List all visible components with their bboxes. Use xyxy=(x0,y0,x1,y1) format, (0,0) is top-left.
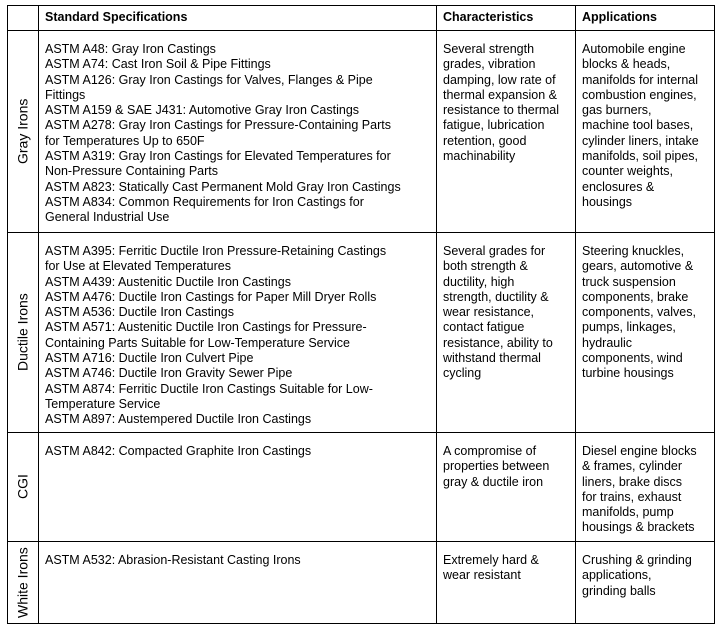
cell-line: ASTM A319: Gray Iron Castings for Elevated Temperatures for xyxy=(45,149,391,164)
cell-line: gray & ductile iron xyxy=(443,474,544,489)
cell-line: General Industrial Use xyxy=(45,210,170,225)
row-label: Ductile Irons xyxy=(14,293,31,372)
cell-line: components, wind xyxy=(582,351,683,366)
cell-line: gas burners, xyxy=(582,103,652,118)
cell-line: Crushing & grinding xyxy=(582,553,692,567)
cell-line: resistance to thermal xyxy=(443,103,560,118)
cell-line: thermal expansion & xyxy=(443,87,557,102)
specs-cell xyxy=(39,433,437,542)
cell-line: manifolds for internal xyxy=(582,72,699,87)
cell-line: ASTM A48: Gray Iron Castings xyxy=(45,42,216,56)
applications-cell xyxy=(576,233,715,433)
applications-cell xyxy=(576,31,715,233)
cell-line: machine tool bases, xyxy=(582,118,694,133)
cell-line: fatigue, lubrication xyxy=(443,118,545,133)
cell-line: ASTM A439: Austenitic Ductile Iron Castings xyxy=(45,274,291,289)
cell-line: ASTM A874: Ferritic Ductile Iron Castings Suitable for Low- xyxy=(45,381,373,396)
cell-line: ASTM A823: Statically Cast Permanent Mold Gray Iron Castings xyxy=(45,179,401,194)
cell-line: properties between xyxy=(443,459,550,474)
specifications-table xyxy=(7,5,715,624)
cell-line: for trains, exhaust xyxy=(582,489,682,504)
cell-line: ASTM A746: Ductile Iron Gravity Sewer Pipe xyxy=(45,366,293,381)
row-cgi xyxy=(8,433,715,542)
cell-line: components, valves, xyxy=(582,305,696,320)
cell-line: cylinder liners, intake xyxy=(582,133,699,148)
specs-cell xyxy=(39,233,437,433)
header-blank xyxy=(8,6,39,31)
cell-line: for Use at Elevated Temperatures xyxy=(45,259,231,274)
cell-line: ASTM A834: Common Requirements for Iron Castings for xyxy=(45,194,364,209)
cell-line: blocks & heads, xyxy=(582,57,671,72)
specs-cell xyxy=(39,542,437,624)
cell-line: resistance, ability to xyxy=(443,335,553,350)
cell-line: A compromise of xyxy=(443,444,537,458)
cell-line: ASTM A74: Cast Iron Soil & Pipe Fittings xyxy=(45,57,271,72)
cell-line: housings & brackets xyxy=(582,520,695,535)
cell-line: damping, low rate of xyxy=(443,72,556,87)
row-ductile-irons xyxy=(8,233,715,433)
characteristics-cell xyxy=(437,542,576,624)
cell-line: machinability xyxy=(443,149,516,164)
cell-line: contact fatigue xyxy=(443,320,525,335)
row-label-cell xyxy=(8,542,39,624)
characteristics-cell xyxy=(437,433,576,542)
cell-line: turbine housings xyxy=(582,366,674,381)
row-label-cell xyxy=(8,233,39,433)
cell-line: Automobile engine xyxy=(582,42,686,56)
cell-line: Several grades for xyxy=(443,244,546,258)
cell-line: truck suspension xyxy=(582,274,676,289)
cell-line: Containing Parts Suitable for Low-Temperature Service xyxy=(45,335,351,350)
cell-line: both strength & xyxy=(443,259,528,274)
cell-line: ASTM A571: Austenitic Ductile Iron Castings for Pressure- xyxy=(45,320,367,335)
cell-line: ASTM A278: Gray Iron Castings for Pressure-Containing Parts xyxy=(45,118,391,133)
cell-line: Steering knuckles, xyxy=(582,244,685,258)
row-white-irons xyxy=(8,542,715,624)
cell-line: Diesel engine blocks xyxy=(582,444,697,458)
row-label: Gray Irons xyxy=(14,98,31,165)
specs-cell xyxy=(39,31,437,233)
applications-cell xyxy=(576,433,715,542)
header-applications: Applications xyxy=(576,6,715,31)
characteristics-cell xyxy=(437,31,576,233)
cell-line: Several strength xyxy=(443,42,535,56)
cell-line: ASTM A842: Compacted Graphite Iron Castings xyxy=(45,444,312,458)
cell-line: enclosures & xyxy=(582,179,655,194)
cell-line: ASTM A159 & SAE J431: Automotive Gray Iron Castings xyxy=(45,103,360,118)
cell-line: Extremely hard & xyxy=(443,553,539,567)
cell-line: counter weights, xyxy=(582,164,674,179)
cell-line: strength, ductility & xyxy=(443,289,549,304)
row-label: CGI xyxy=(14,474,31,500)
cell-line: pumps, linkages, xyxy=(582,320,676,335)
characteristics-cell xyxy=(437,233,576,433)
cell-line: ASTM A395: Ferritic Ductile Iron Pressure-Retaining Castings xyxy=(45,244,387,258)
cell-line: Fittings xyxy=(45,87,86,102)
cell-line: cycling xyxy=(443,366,482,381)
cell-line: manifolds, pump xyxy=(582,505,674,520)
cell-line: Temperature Service xyxy=(45,396,161,411)
header-row xyxy=(8,6,715,31)
cell-line: ASTM A476: Ductile Iron Castings for Paper Mill Dryer Rolls xyxy=(45,289,377,304)
row-gray-irons xyxy=(8,31,715,233)
cell-line: & frames, cylinder xyxy=(582,459,683,474)
row-label-cell xyxy=(8,31,39,233)
cell-line: ASTM A126: Gray Iron Castings for Valves, Flanges & Pipe xyxy=(45,72,373,87)
cell-line: combustion engines, xyxy=(582,87,697,102)
cell-line: Non-Pressure Containing Parts xyxy=(45,164,218,179)
cell-line: for Temperatures Up to 650F xyxy=(45,133,205,148)
cell-line: liners, brake discs xyxy=(582,474,683,489)
header-standard-specifications: Standard Specifications xyxy=(39,6,437,31)
cell-line: grinding balls xyxy=(582,583,656,598)
applications-cell xyxy=(576,542,715,624)
cell-line: ASTM A536: Ductile Iron Castings xyxy=(45,305,234,320)
cell-line: gears, automotive & xyxy=(582,259,694,274)
cell-line: ASTM A532: Abrasion-Resistant Casting Irons xyxy=(45,553,301,567)
cell-line: components, brake xyxy=(582,289,689,304)
cell-line: retention, good xyxy=(443,133,527,148)
header-characteristics: Characteristics xyxy=(437,6,576,31)
cell-line: ASTM A897: Austempered Ductile Iron Castings xyxy=(45,412,312,427)
cell-line: ductility, high xyxy=(443,274,515,289)
cell-line: wear resistant xyxy=(443,568,521,583)
cell-line: housings xyxy=(582,194,633,209)
row-label: White Irons xyxy=(14,547,31,618)
cell-line: manifolds, soil pipes, xyxy=(582,149,699,164)
cell-line: ASTM A716: Ductile Iron Culvert Pipe xyxy=(45,351,254,366)
row-label-cell xyxy=(8,433,39,542)
cell-line: wear resistance, xyxy=(443,305,535,320)
cell-line: withstand thermal xyxy=(443,351,541,366)
cell-line: hydraulic xyxy=(582,335,633,350)
cell-line: applications, xyxy=(582,568,652,583)
cell-line: grades, vibration xyxy=(443,57,536,72)
